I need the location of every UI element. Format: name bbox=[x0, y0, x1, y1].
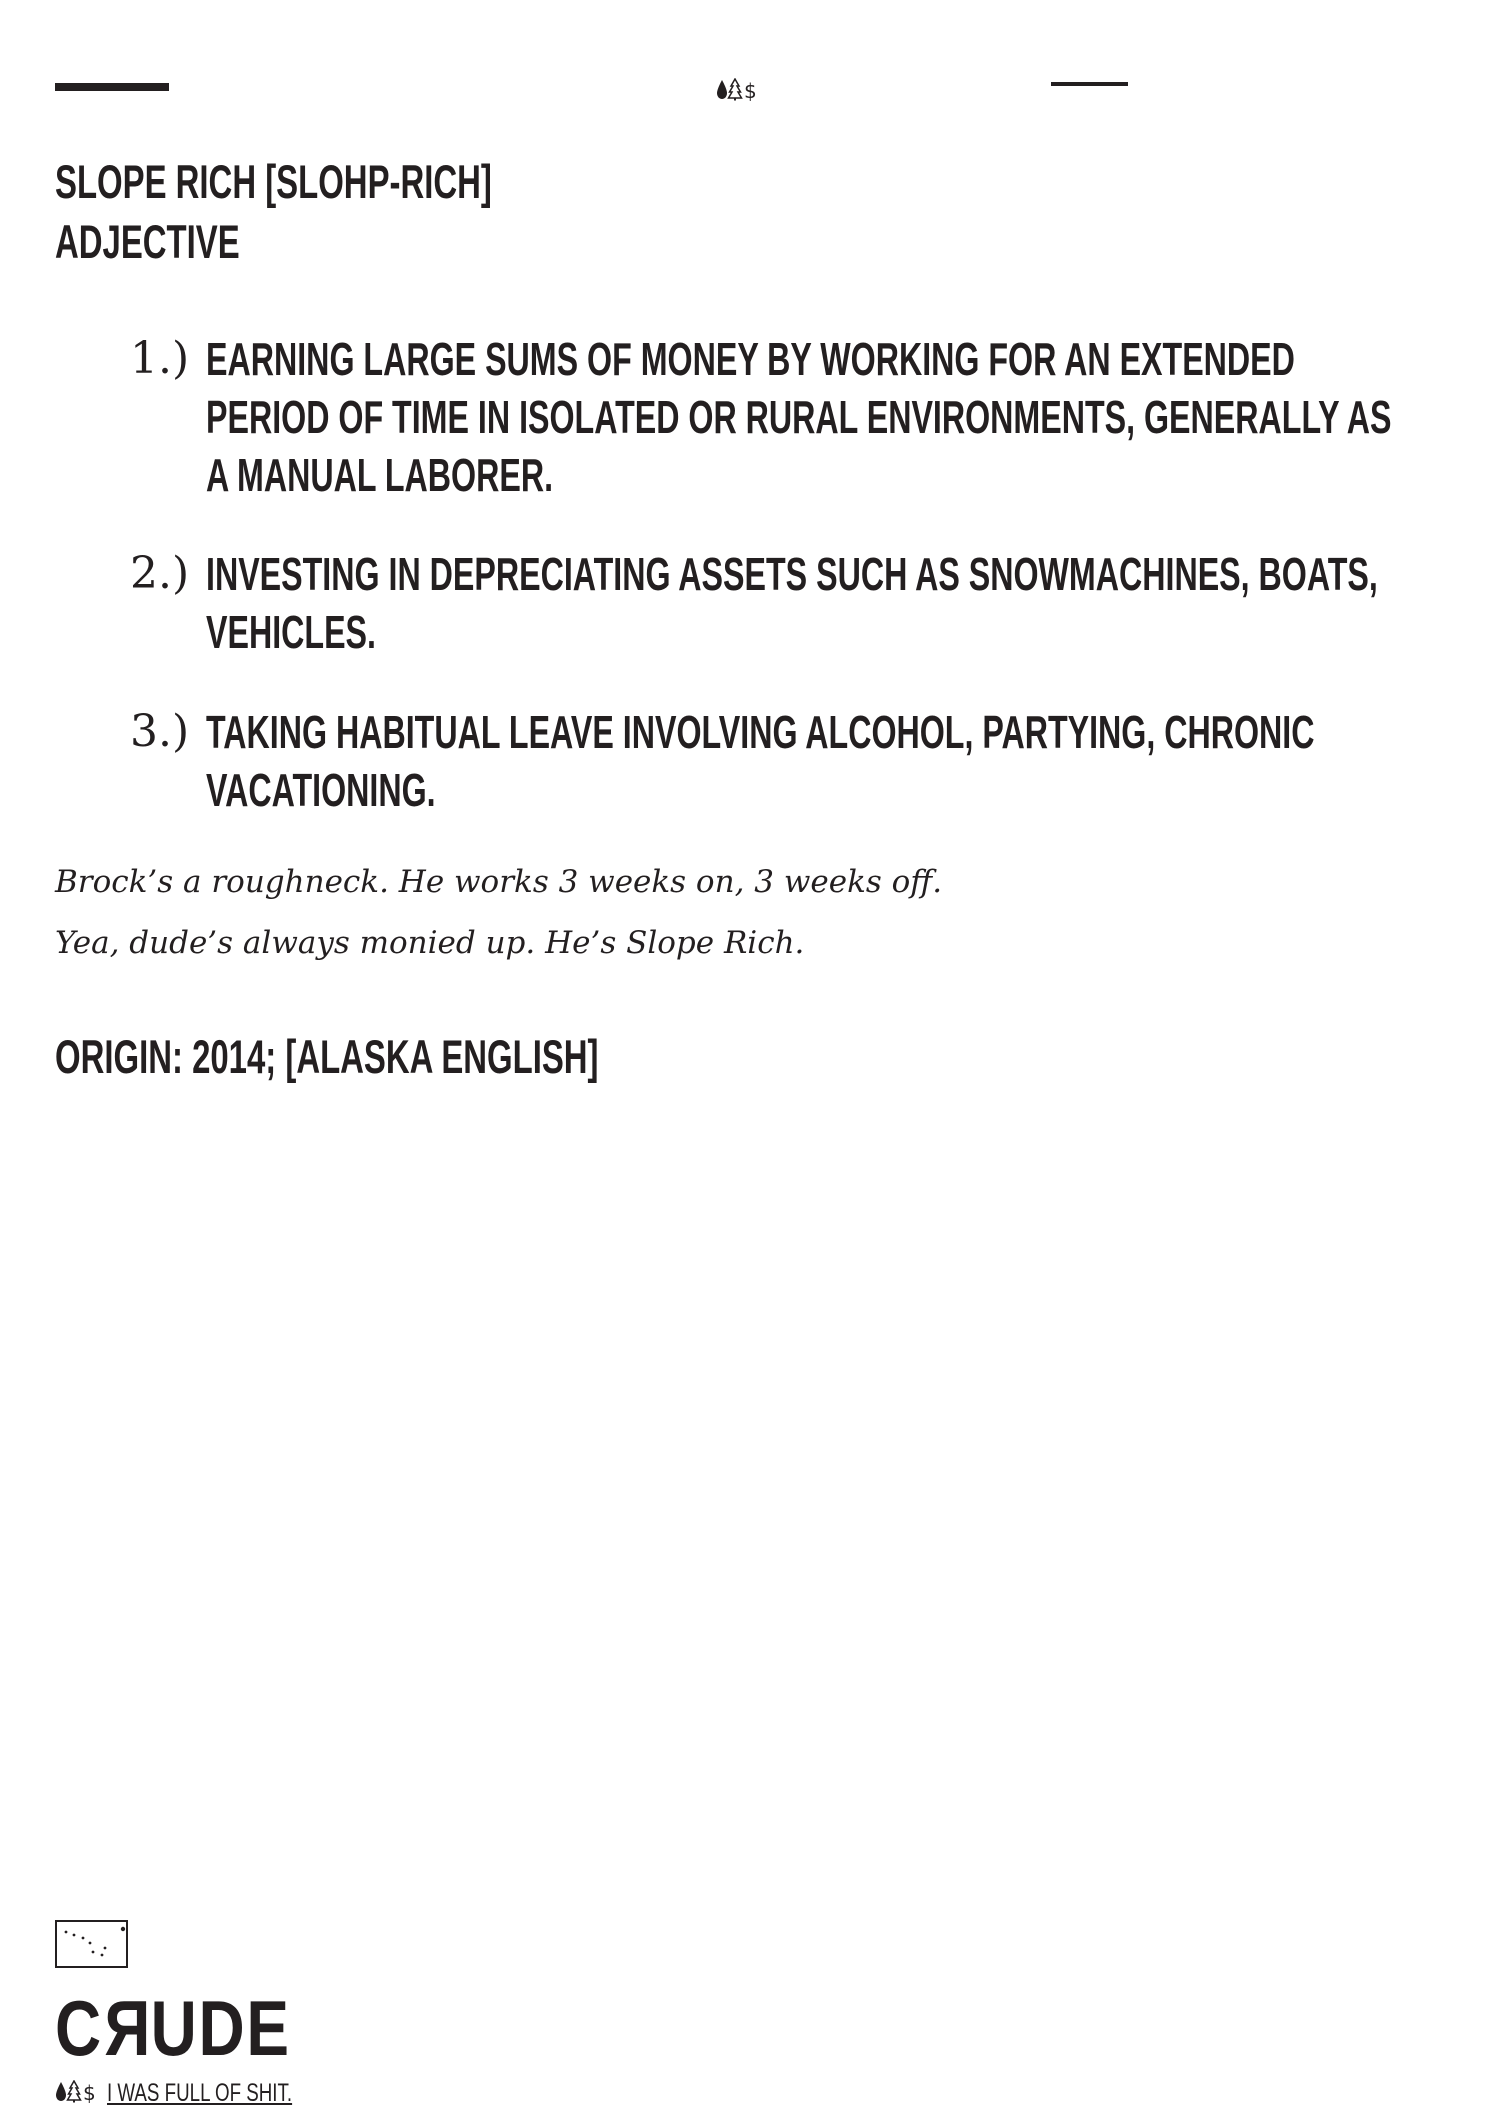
oil-drop-icon bbox=[56, 2082, 66, 2101]
tree-icon bbox=[729, 79, 742, 101]
definition-line: INVESTING IN DEPRECIATING ASSETS SUCH AS SNOWMACHINES, BOATS, bbox=[206, 548, 1378, 600]
tree-icon bbox=[68, 2081, 81, 2103]
dollar-icon: $ bbox=[83, 2081, 96, 2105]
definition-line: EARNING LARGE SUMS OF MONEY BY WORKING FOR AN EXTENDED bbox=[206, 333, 1295, 385]
definition-line: VACATIONING. bbox=[206, 764, 436, 816]
definition-text bbox=[206, 703, 1315, 819]
alaska-flag-icon bbox=[55, 1920, 128, 1968]
headword: SLOPE RICH [SLOHP-RICH] bbox=[55, 155, 492, 208]
footer-icon-group bbox=[55, 2080, 101, 2106]
example-sentence-1: Brock’s a roughneck. He works 3 weeks on, 3 weeks off. bbox=[55, 864, 943, 900]
definition-number: 3.) bbox=[130, 706, 190, 757]
definition-line: VEHICLES. bbox=[206, 606, 376, 658]
definition-line: PERIOD OF TIME IN ISOLATED OR RURAL ENVIRONMENTS, GENERALLY AS bbox=[206, 391, 1392, 443]
definition-line: A MANUAL LABORER. bbox=[206, 449, 554, 501]
top-left-rule bbox=[55, 83, 169, 91]
definition-line: TAKING HABITUAL LEAVE INVOLVING ALCOHOL, PARTYING, CHRONIC bbox=[206, 706, 1315, 758]
definition-text bbox=[206, 330, 1392, 504]
footer bbox=[55, 2080, 354, 2106]
origin: ORIGIN: 2014; [ALASKA ENGLISH] bbox=[55, 1030, 599, 1083]
definition-text bbox=[206, 545, 1378, 661]
tagline-link[interactable]: I WAS FULL OF SHIT. bbox=[107, 2079, 293, 2107]
part-of-speech: ADJECTIVE bbox=[55, 215, 240, 268]
crude-logo: CRUDE bbox=[55, 1984, 291, 2072]
header-icon-group bbox=[716, 78, 762, 106]
dollar-icon: $ bbox=[744, 79, 757, 103]
example-sentence-2: Yea, dude’s always monied up. He’s Slope Rich. bbox=[55, 925, 805, 961]
definition-number: 1.) bbox=[130, 333, 190, 384]
oil-drop-icon bbox=[717, 80, 727, 99]
definition-number: 2.) bbox=[130, 548, 190, 599]
top-right-rule bbox=[1051, 82, 1128, 86]
